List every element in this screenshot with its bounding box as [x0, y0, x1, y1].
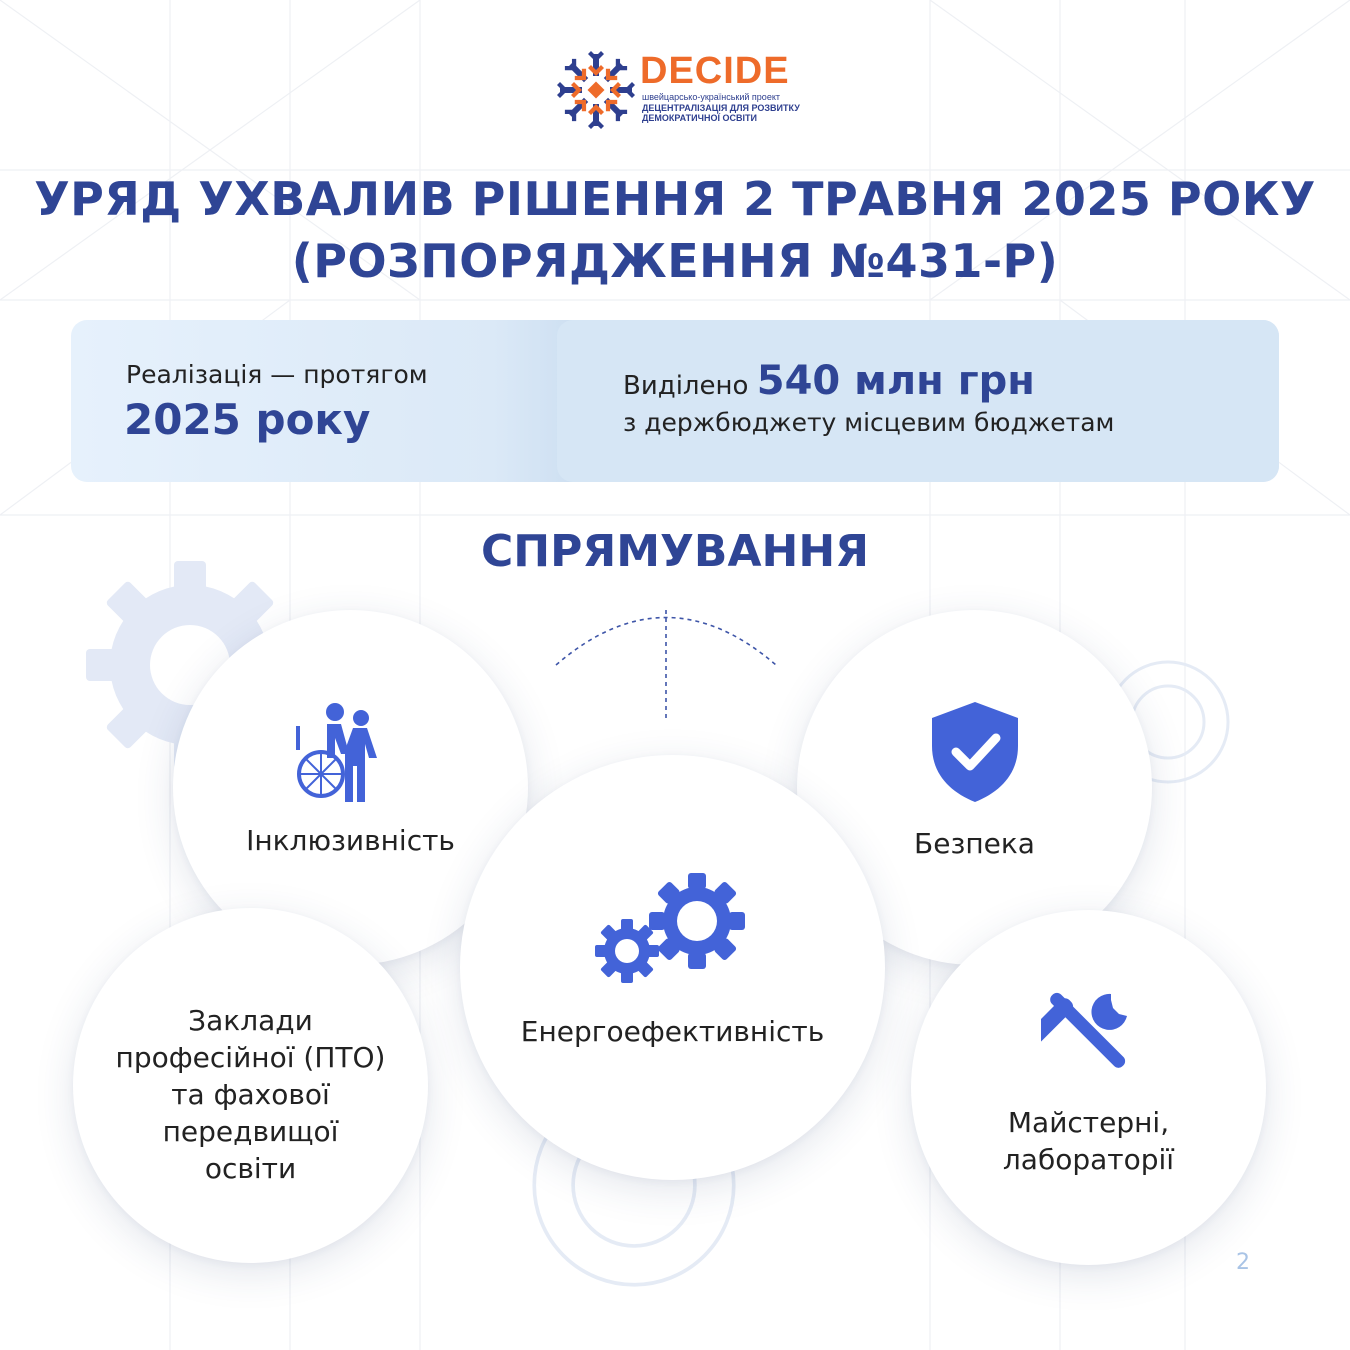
shield-check-icon — [930, 700, 1020, 804]
funding-source: з держбюджету місцевим бюджетам — [623, 408, 1115, 437]
logo-tagline: швейцарсько-український проект — [642, 92, 780, 102]
implementation-label: Реалізація — протягом — [126, 360, 428, 389]
page-number: 2 — [1236, 1250, 1250, 1275]
vocational-line-2: професійної (ПТО) — [115, 1041, 386, 1074]
section-title: СПРЯМУВАННЯ — [480, 526, 870, 577]
tools-icon — [1041, 988, 1136, 1078]
workshops-label — [911, 1104, 1266, 1178]
inclusive-label: Інклюзивність — [246, 824, 455, 857]
title-line-1: УРЯД УХВАЛИВ РІШЕННЯ 2 ТРАВНЯ 2025 РОКУ — [34, 172, 1316, 226]
direction-workshops — [911, 910, 1266, 1265]
funding-panel — [557, 320, 1279, 482]
direction-vocational — [73, 908, 428, 1263]
gears-icon — [595, 873, 745, 985]
direction-energy — [460, 755, 885, 1180]
workshops-line-1: Майстерні, — [1007, 1106, 1170, 1139]
logo-subtitle-2: ДЕМОКРАТИЧНОЇ ОСВІТИ — [642, 113, 757, 123]
safety-label: Безпека — [914, 827, 1035, 860]
snowflake-logo-icon — [556, 50, 636, 130]
vocational-line-4: передвищої — [162, 1115, 339, 1148]
logo-name: DECIDE — [640, 50, 790, 92]
info-banner — [71, 320, 1279, 482]
page-title — [0, 168, 1350, 292]
vocational-line-1: Заклади — [188, 1004, 313, 1037]
vocational-line-5: освіти — [204, 1152, 297, 1185]
decide-logo — [556, 50, 800, 130]
logo-subtitle-1: ДЕЦЕНТРАЛІЗАЦІЯ ДЛЯ РОЗВИТКУ — [642, 103, 800, 113]
funding-prefix: Виділено — [623, 371, 749, 401]
vocational-label — [73, 1002, 428, 1187]
vocational-line-3: та фахової — [171, 1078, 330, 1111]
energy-label: Енергоефективність — [520, 1015, 825, 1048]
implementation-year: 2025 року — [124, 395, 371, 444]
funding-amount: 540 млн грн — [756, 358, 1035, 404]
funding-line — [623, 358, 1035, 404]
wheelchair-assist-icon — [293, 700, 403, 805]
title-line-2: (РОЗПОРЯДЖЕННЯ №431-Р) — [291, 234, 1059, 288]
workshops-line-2: лабораторії — [1002, 1143, 1175, 1176]
